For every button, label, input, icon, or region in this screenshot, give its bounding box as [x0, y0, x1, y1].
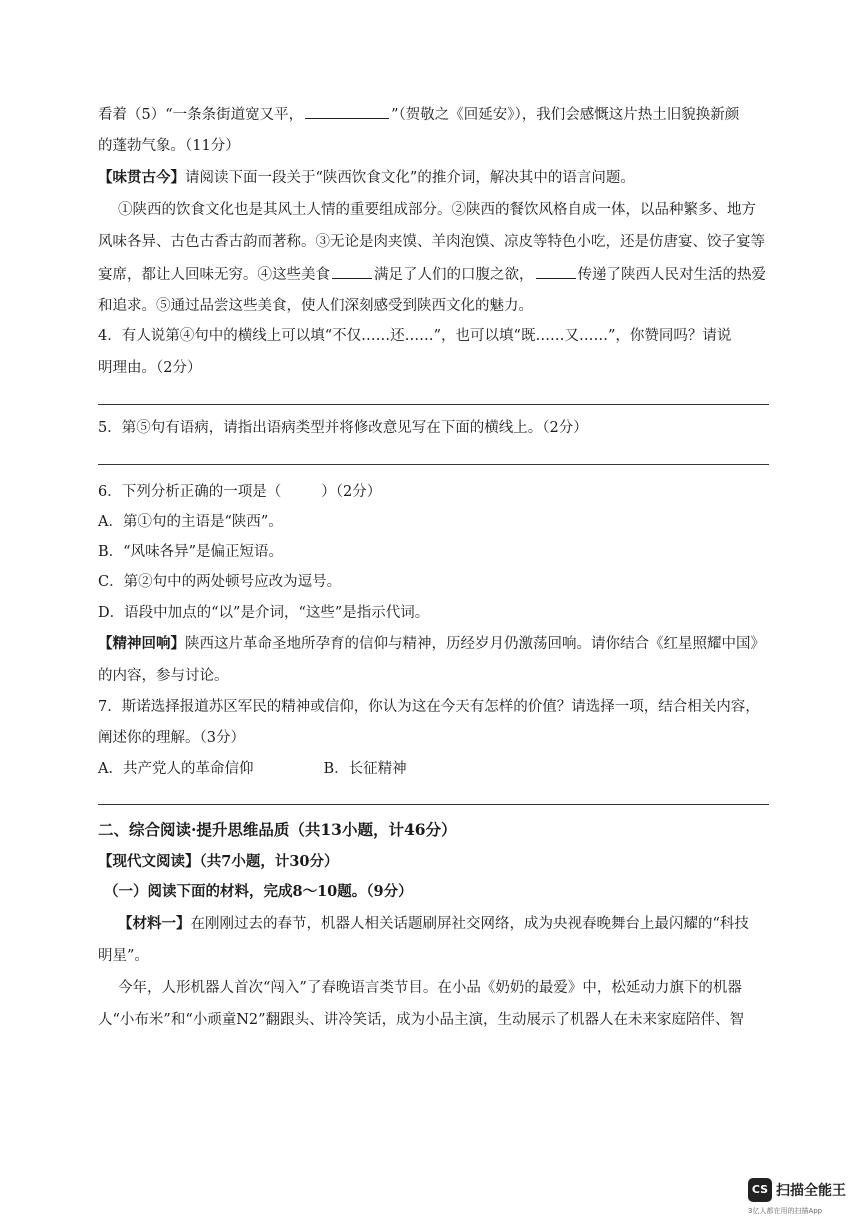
jingshen-line-1 [98, 634, 765, 654]
q6-option-b: B．“风味各异”是偏正短语。 [98, 544, 283, 560]
weigu-p3-b: 满足了人们的口腹之欲， [374, 267, 534, 283]
part2-sub1: （一）阅读下面的材料，完成8～10题。（9分） [104, 883, 413, 900]
answer-blank [332, 264, 372, 279]
q6-option-d: D．语段中加点的“以”是介词，“这些”是指示代词。 [98, 605, 430, 621]
material1-tag: 【材料一】 [118, 915, 191, 932]
material1-line-1 [118, 914, 749, 934]
answer-line[interactable] [98, 464, 769, 465]
q6-option-a: A．第①句的主语是“陕西”。 [98, 514, 283, 530]
part2-title: 二、综合阅读·提升思维品质（共13小题，计46分） [98, 820, 457, 839]
weigu-passage-line-2: 风味各异、古色古香古韵而著称。③无论是肉夹馍、羊肉泡馍、凉皮等特色小吃，还是仿唐宴、饺子宴等 [98, 234, 765, 250]
answer-blank [536, 264, 576, 279]
weigu-p3-a: 宴席，都让人回味无穷。④这些美食 [98, 267, 330, 283]
weigu-passage-line-3 [98, 264, 766, 285]
answer-line[interactable] [98, 804, 769, 805]
q4-line-1: 4．有人说第④句中的横线上可以填“不仅……还……”，也可以填“既……又……”，你赞同吗？请说 [98, 328, 732, 344]
weigu-intro: 请阅读下面一段关于“陕西饮食文化”的推介词，解决其中的语言问题。 [185, 170, 635, 186]
material1-text-1: 在刚刚过去的春节，机器人相关话题刷屏社交网络，成为央视春晚舞台上最闪耀的“科技 [190, 916, 749, 932]
q6-stem [98, 482, 381, 502]
material1-p2-line-1: 今年，人形机器人首次“闯入”了春晚语言类节目。在小品《奶奶的最爱》中，松延动力旗下的机器 [118, 980, 742, 996]
section-tag-jingshen: 【精神回响】 [98, 635, 185, 652]
q6-option-c: C．第②句中的两处顿号应改为逗号。 [98, 574, 342, 590]
material1-p2-line-2: 人“小布米”和“小顽童N2”翻跟头、讲冷笑话，成为小品主演，生动展示了机器人在未来家庭陪伴、智 [98, 1012, 745, 1028]
q7-option-b: B．长征精神 [323, 761, 407, 777]
answer-blank [305, 104, 389, 119]
q7-line-1: 7．斯诺选择报道苏区军民的精神或信仰，你认为这在今天有怎样的价值？请选择一项，结合相关内容， [98, 699, 760, 715]
watermark-tagline: 3亿人都在用的扫描App [748, 1207, 823, 1215]
section-tag-weigu: 【味贯古今】 [98, 169, 185, 186]
weigu-p3-c: 传递了陕西人民对生活的热爱 [577, 267, 766, 283]
weigu-intro-line [98, 168, 635, 188]
q7-option-a: A．共产党人的革命信仰 [98, 761, 254, 777]
weigu-passage-line-1: ①陕西的饮食文化也是其风土人情的重要组成部分。②陕西的餐饮风格自成一体，以品种繁多、地方 [118, 202, 756, 218]
part2-subtitle: 【现代文阅读】（共7小题，计30分） [98, 853, 339, 870]
q3-text-b: ”（贺敬之《回延安》），我们会感慨这片热土旧貌换新颜 [391, 107, 740, 123]
q7-line-2: 阐述你的理解。（3分） [98, 730, 245, 746]
q4-line-2: 明理由。（2分） [98, 360, 202, 376]
jingshen-line-2: 的内容，参与讨论。 [98, 668, 229, 684]
weigu-passage-line-4: 和追求。⑤通过品尝这些美食，使人们深刻感受到陕西文化的魅力。 [98, 298, 533, 314]
scanner-watermark [748, 1178, 858, 1218]
answer-line[interactable] [98, 404, 769, 405]
camscanner-logo-icon: CS [748, 1178, 772, 1202]
q5-line-1: 5．第⑤句有语病，请指出语病类型并将修改意见写在下面的横线上。（2分） [98, 420, 588, 436]
material1-line-2: 明星”。 [98, 948, 149, 964]
jingshen-text-1: 陕西这片革命圣地所孕育的信仰与精神，历经岁月仍激荡回响。请你结合《红星照耀中国》 [185, 636, 765, 652]
q3-line-2: 的蓬勃气象。（11分） [98, 138, 240, 154]
q3-line-1 [98, 104, 739, 125]
q6-stem-a: 6．下列分析正确的一项是（ [98, 484, 282, 500]
watermark-name: 扫描全能王 [776, 1183, 846, 1199]
q3-text-a: 看着（5）“一条条街道宽又平， [98, 107, 304, 123]
q6-stem-b: ）（2分） [321, 484, 382, 500]
q7-options [98, 759, 407, 779]
